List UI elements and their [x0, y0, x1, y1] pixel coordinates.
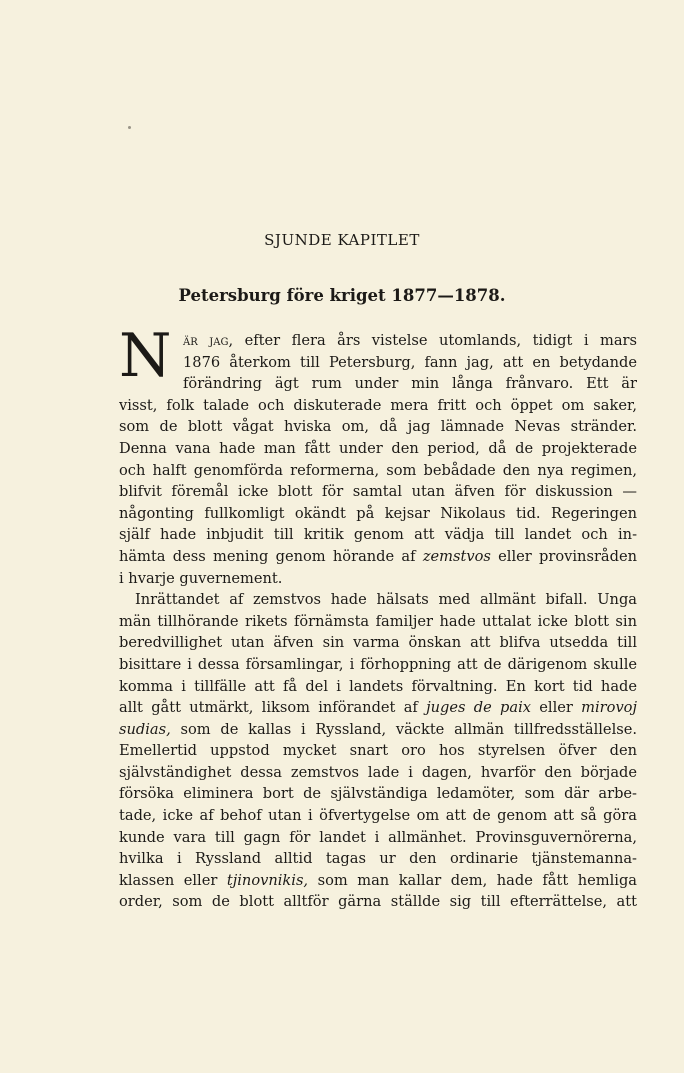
text-line: bisittare i dessa församlingar, i förhoppning att de därigenom skulle: [119, 655, 637, 673]
text-line: blifvit föremål icke blott för samtal utan äfven för diskussion —: [119, 483, 637, 501]
text-line: Inrättandet af zemstvos hade hälsats med allmänt bifall. Unga: [135, 591, 637, 609]
text-line: kunde vara till gagn för landet i allmänhet. Provinsguvernörerna,: [119, 828, 637, 846]
text-line: hämta dess mening genom hörande af zemstvos eller provinsråden: [119, 547, 637, 565]
text-line: sudias, som de kallas i Ryssland, väckte allmän tillfredsställelse.: [119, 720, 637, 738]
text-line: klassen eller tjinovnikis, som man kallar dem, hade fått hemliga: [119, 871, 637, 889]
text-line: allt gått utmärkt, liksom införandet af juges de paix eller mirovoj: [119, 699, 637, 717]
text-line: order, som de blott alltför gärna ställde sig till efterrättelse, att: [119, 893, 637, 911]
text-line: förändring ägt rum under min långa frånvaro. Ett är: [183, 375, 637, 393]
text-line: män tillhörande rikets förnämsta familjer hade uttalat icke blott sin: [119, 612, 637, 630]
text-line: beredvillighet utan äfven sin varma önskan att blifva utsedda till: [119, 634, 637, 652]
text-line: Denna vana hade man fått under den period, då de projekterade: [119, 439, 637, 457]
text-line: själf hade inbjudit till kritik genom att vädja till landet och in-: [119, 526, 637, 544]
paper-speck: [128, 126, 131, 129]
body-text: [119, 330, 637, 913]
text-line: komma i tillfälle att få del i landets förvaltning. En kort tid hade: [119, 677, 637, 695]
drop-cap: N: [119, 321, 172, 391]
text-line: och halft genomförda reformerna, som bebådade den nya regimen,: [119, 461, 637, 479]
text-line: någonting fullkomligt okändt på kejsar Nikolaus tid. Regeringen: [119, 504, 637, 522]
text-line: självständighet dessa zemstvos lade i dagen, hvarför den började: [119, 763, 637, 781]
text-line: 1876 återkom till Petersburg, fann jag, att en betydande: [183, 353, 637, 371]
text-line: är jag, efter flera års vistelse utomlands, tidigt i mars: [183, 332, 637, 349]
text-line: i hvarje guvernement.: [119, 569, 283, 587]
text-line: visst, folk talade och diskuterade mera fritt och öppet om saker,: [119, 396, 637, 414]
text-line: Emellertid uppstod mycket snart oro hos styrelsen öfver den: [119, 742, 637, 760]
text-line: hvilka i Ryssland alltid tagas ur den ordinarie tjänstemanna-: [119, 850, 637, 868]
text-line: tade, icke af behof utan i öfvertygelse om att de genom att så göra: [119, 807, 637, 825]
chapter-heading: SJUNDE KAPITLET: [264, 231, 420, 249]
text-line: som de blott vågat hviska om, då jag lämnade Nevas stränder.: [119, 418, 637, 436]
text-line: försöka eliminera bort de självständiga ledamöter, som där arbe-: [119, 785, 637, 803]
section-title: Petersburg före kriget 1877—1878.: [178, 286, 506, 305]
